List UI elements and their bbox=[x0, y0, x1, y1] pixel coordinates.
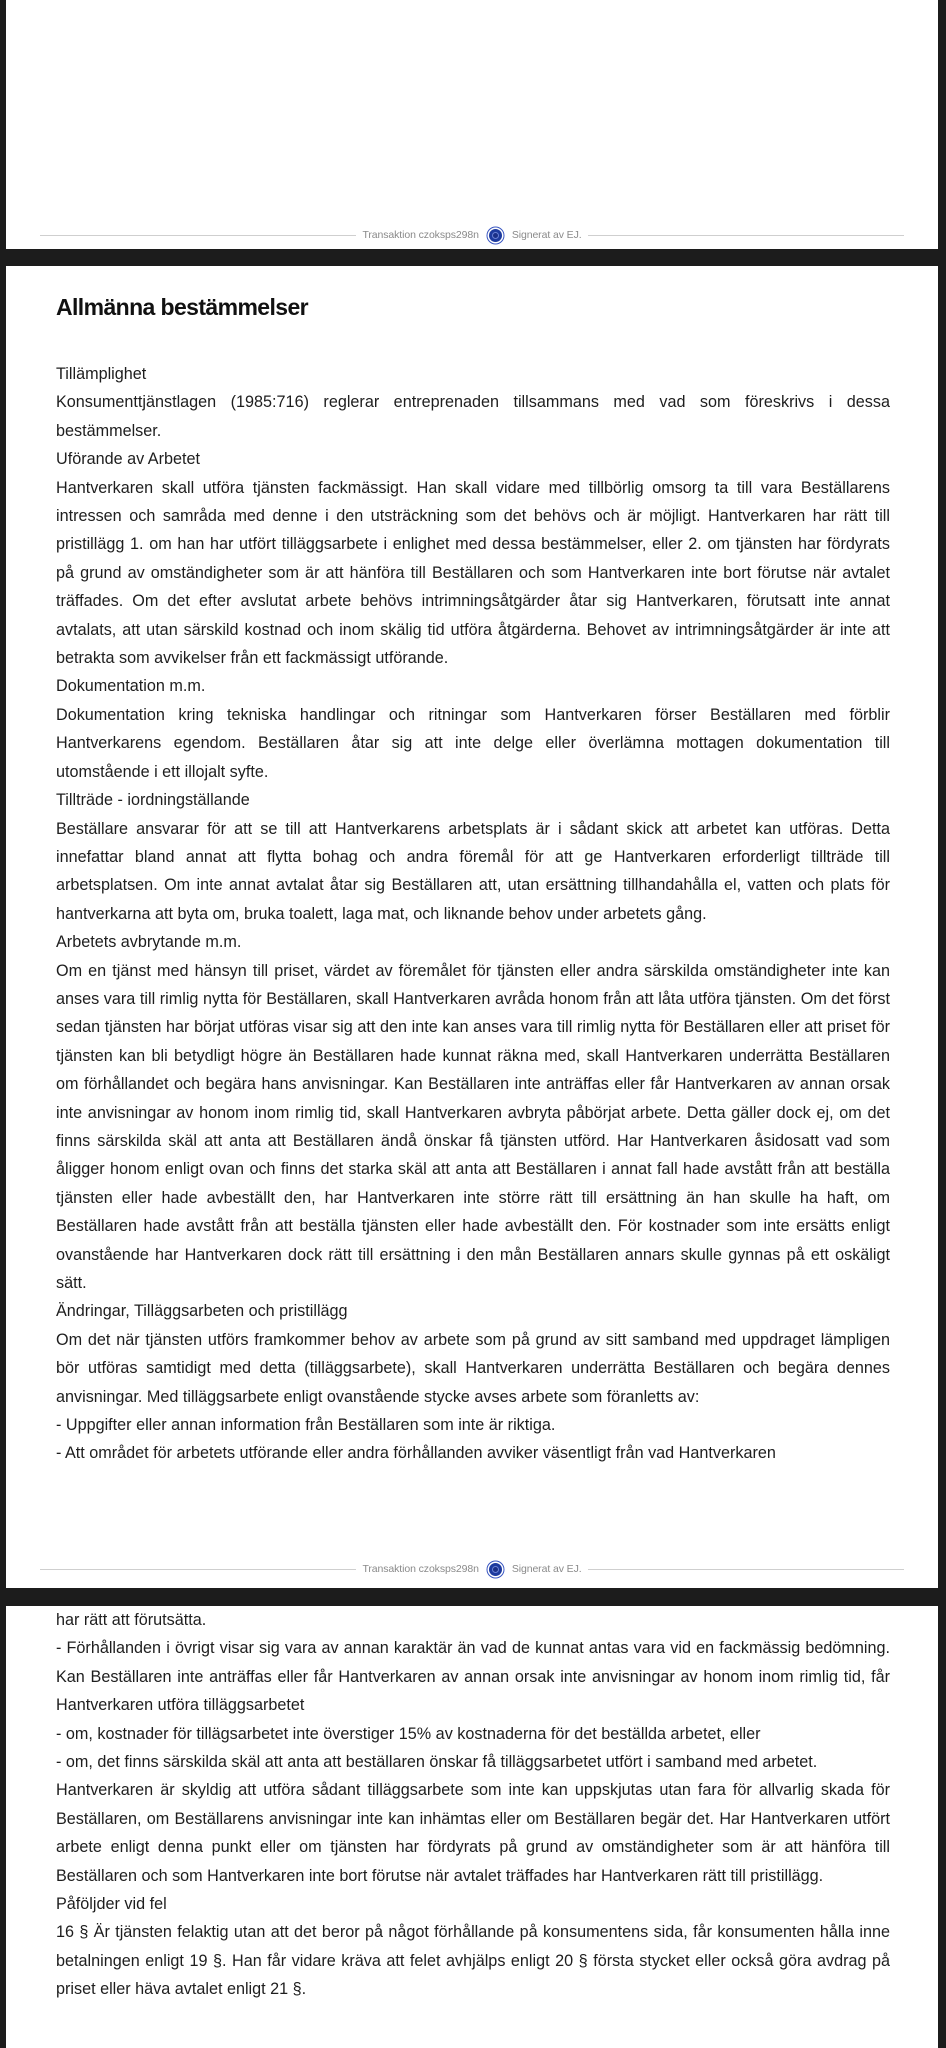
document-page-3 bbox=[6, 1606, 938, 2048]
list-item: - om, kostnader för tillägsarbetet inte överstiger 15% av kostnaderna för det beställda arbetet, eller bbox=[56, 1724, 761, 1743]
signature-seal-icon bbox=[489, 229, 502, 242]
section-heading-avbrytande: Arbetets avbrytande m.m. bbox=[56, 933, 242, 952]
signature-seal-icon bbox=[489, 1563, 502, 1576]
paragraph: Om en tjänst med hänsyn till priset, värdet av föremålet för tjänsten eller andra särskilda omständigheter inte kan anses vara till rimlig nytta för Beställaren, skall Hantverkaren avråda honom från att låta utföra tjänsten. Om det först sedan tjänsten har börjat utföras visar sig att den inte kan anses vara till rimlig nytta för Beställaren eller att priset för tjänsten kan bli betydligt högre än Beställaren hade kunnat räkna med, skall Hantverkaren underrätta Beställaren om förhållandet och begära hans anvisningar. Kan Beställaren inte anträffas eller får Hantverkaren av annan orsak inte anvisningar av honom inom rimlig tid, skall Hantverkaren avbryta påbörjat arbete. Detta gäller dock ej, om det finns särskilda skäl att anta att Beställaren ändå önskar få tjänsten utförd. Har Hantverkaren åsidosatt vad som åligger honom enligt ovan och finns det starka skäl att anta att Beställaren i annat fall hade avstått från att beställa tjänsten eller hade avbeställt den, har Hantverkaren inte större rätt till ersättning än han skulle ha haft, om Beställaren hade avstått från att beställa tjänsten eller hade avbeställt den. För kostnader som inte ersätts enligt ovanstående har Hantverkaren dock rätt till ersättning i den mån Beställaren annars skulle gynnas på ett oskäligt sätt. bbox=[56, 961, 890, 1292]
page-footer-signature bbox=[40, 1562, 904, 1576]
paragraph: Beställare ansvarar för att se till att Hantverkarens arbetsplats är i sådant skick att arbetet kan utföras. Detta innefattar bland annat att flytta bohag och andra föremål för att ge Hantverkaren erforderligt tillträde till arbetsplatsen. Om inte annat avtalat åtar sig Beställaren att, utan ersättning tillhandahålla el, vatten och plats för hantverkarna att byta om, bruka toalett, laga mat, och liknande behov under arbetets gång. bbox=[56, 819, 890, 923]
document-body bbox=[56, 360, 890, 1468]
section-heading-pafoljder: Påföljder vid fel bbox=[56, 1895, 167, 1914]
section-heading-andringar: Ändringar, Tilläggsarbeten och pristillägg bbox=[56, 1302, 348, 1321]
signed-by: Signerat av EJ. bbox=[511, 229, 582, 241]
document-page-1 bbox=[6, 0, 938, 249]
document-page-2 bbox=[6, 266, 938, 1588]
footer-rule-right bbox=[588, 235, 904, 236]
footer-rule-left bbox=[40, 235, 356, 236]
paragraph: har rätt att förutsätta. bbox=[56, 1611, 207, 1629]
footer-rule-left bbox=[40, 1569, 356, 1570]
section-heading-dokumentation: Dokumentation m.m. bbox=[56, 677, 206, 696]
transaction-id: Transaktion czoksps298n bbox=[362, 229, 479, 241]
section-heading-uforande: Uförande av Arbetet bbox=[56, 450, 200, 469]
paragraph: Hantverkaren skall utföra tjänsten fackmässigt. Han skall vidare med tillbörlig omsorg ta till vara Beställarens intressen och samråda med denne i den utsträckning som det behövs och är möjligt. Hantverkaren har rätt till pristillägg 1. om han har utfört tilläggsarbete i enlighet med dessa bestämmelser, eller 2. om tjänsten har fördyrats på grund av omständigheter som är att hänföra till Beställaren och som Hantverkaren inte bort förutse när avtalet träffades. Om det efter avslutat arbete behövs intrimningsåtgärder åtar sig Hantverkaren, förutsatt inte annat avtalats, att utan särskild kostnad och inom skälig tid utföra åtgärderna. Behovet av intrimningsåtgärder är inte att betrakta som avvikelser från ett fackmässigt utförande. bbox=[56, 478, 890, 668]
document-body bbox=[56, 1606, 890, 2004]
section-heading-tilltrade: Tillträde - iordningställande bbox=[56, 791, 250, 810]
paragraph: Dokumentation kring tekniska handlingar och ritningar som Hantverkaren förser Beställaren med förblir Hantverkarens egendom. Beställaren åtar sig att inte delge eller överlämna mottagen dokumentation till utomstående i ett illojalt syfte. bbox=[56, 705, 890, 781]
transaction-id: Transaktion czoksps298n bbox=[362, 1563, 479, 1575]
list-item: - om, det finns särskilda skäl att anta att beställaren önskar få tilläggsarbetet utfört i samband med arbetet. bbox=[56, 1753, 818, 1772]
footer-rule-right bbox=[588, 1569, 904, 1570]
paragraph: 16 § Är tjänsten felaktig utan att det beror på något förhållande på konsumentens sida, får konsumenten hålla inne betalningen enligt 19 §. Han får vidare kräva att felet avhjälps enligt 20 § första stycket eller också göra avdrag på priset eller häva avtalet enligt 21 §. bbox=[56, 1923, 890, 1999]
signed-by: Signerat av EJ. bbox=[511, 1563, 582, 1575]
section-heading-tillamplighet: Tillämplighet bbox=[56, 365, 147, 383]
list-item: - Att området för arbetets utförande eller andra förhållanden avviker väsentligt från vad Hantverkaren bbox=[56, 1444, 776, 1463]
paragraph: Om det när tjänsten utförs framkommer behov av arbete som på grund av sitt samband med uppdraget lämpligen bör utföras samtidigt med detta (tilläggsarbete), skall Hantverkaren underrätta Beställaren och begära dennes anvisningar. Med tilläggsarbete enligt ovanstående stycke avses arbete som föranletts av: bbox=[56, 1330, 890, 1406]
paragraph: Konsumenttjänstlagen (1985:716) reglerar entreprenaden tillsammans med vad som föreskrivs i dessa bestämmelser. bbox=[56, 393, 890, 440]
paragraph: Hantverkaren är skyldig att utföra sådant tilläggsarbete som inte kan uppskjutas utan fara för allvarlig skada för Beställaren, om Beställarens anvisningar inte kan inhämtas eller om Beställaren begär det. Har Hantverkaren utfört arbete enligt denna punkt eller om tjänsten har fördyrats på grund av omständigheter som är att hänföra till Beställaren och som Hantverkaren inte bort förutse när avtalet träffades har Hantverkaren rätt till pristillägg. bbox=[56, 1781, 890, 1885]
list-item: - Uppgifter eller annan information från Beställaren som inte är riktiga. bbox=[56, 1416, 556, 1435]
document-title: Allmänna bestämmelser bbox=[56, 294, 309, 320]
page-footer-signature bbox=[40, 228, 904, 242]
list-item: - Förhållanden i övrigt visar sig vara av annan karaktär än vad de kunnat antas vara vid en fackmässig bedömning. Kan Beställaren inte anträffas eller får Hantverkaren av annan orsak inte anvisningar av honom inom rimlig tid, får Hantverkaren utföra tilläggsarbetet bbox=[56, 1639, 890, 1715]
